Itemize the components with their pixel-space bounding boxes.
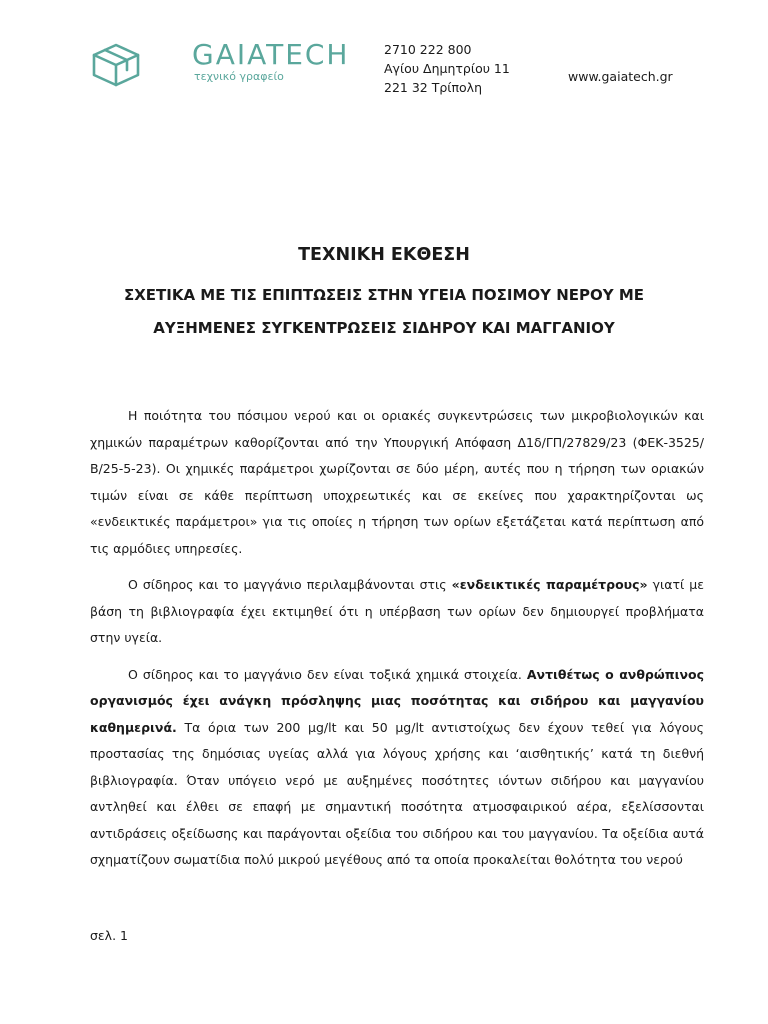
- document-subtitle-line2: ΑΥΞΗΜΕΝΕΣ ΣΥΓΚΕΝΤΡΩΣΕΙΣ ΣΙΔΗΡΟΥ ΚΑΙ ΜΑΓΓΑΝΙΟΥ: [153, 319, 615, 337]
- paragraph-3-text-end: Τα όρια των 200 μg/lt και 50 μg/lt αντιστοίχως δεν έχουν τεθεί για λόγους προστασίας της δημόσιας υγείας αλλά για λόγους χρήσης και ‘αισθητικής’ κατά τη διεθνή βιβλιογραφία. Όταν υπόγειο νερό με αυξημένες ποσότητες ιόντων σιδήρου και μαγγανίου αντληθεί και έλθει σε επαφή με σημαντική ποσότητα ατμοσφαιρικού αέρα, εξελίσσονται αντιδράσεις οξείδωσης και παράγονται οξείδια του σιδήρου και του μαγγανίου. Τα οξείδια αυτά σχηματίζουν σωματίδια πολύ μικρού μεγέθους από τα οποία προκαλείται θολότητα του νερού: [90, 719, 704, 867]
- paragraph-3-text-start: Ο σίδηρος και το μαγγάνιο δεν είναι τοξικά χημικά στοιχεία.: [128, 666, 527, 682]
- contact-block: [384, 40, 510, 97]
- contact-phone: 2710 222 800: [384, 42, 472, 57]
- contact-address-line2: 221 32 Τρίπολη: [384, 80, 483, 95]
- paragraph-2-text-end: γιατί με βάση τη βιβλιογραφία έχει εκτιμηθεί ότι η υπέρβαση των ορίων δεν δημιουργεί προβλήματα στην υγεία.: [90, 577, 704, 645]
- page-number: σελ. 1: [90, 928, 128, 943]
- brand-tagline: τεχνικό γραφείο: [194, 70, 284, 83]
- document-subtitle-line1: ΣΧΕΤΙΚΑ ΜΕ ΤΙΣ ΕΠΙΠΤΩΣΕΙΣ ΣΤΗΝ ΥΓΕΙΑ ΠΟΣΙΜΟΥ ΝΕΡΟΥ ΜΕ: [123, 286, 645, 304]
- contact-address-line1: Αγίου Δημητρίου 11: [384, 61, 510, 76]
- brand-name: GAIATECH: [192, 38, 350, 71]
- document-body: [90, 403, 704, 884]
- document-title: ΤΕΧΝΙΚΗ ΕΚΘΕΣΗ: [298, 245, 470, 265]
- paragraph-3-bold: Αντιθέτως ο ανθρώπινος οργανισμός έχει ανάγκη πρόσληψης μιας ποσότητας και σιδήρου και μαγγανίου καθημερινά.: [90, 666, 704, 735]
- paragraph-2-bold: «ενδεικτικές παραμέτρους»: [451, 577, 648, 592]
- paragraph-2: [90, 572, 704, 652]
- paragraph-3: [90, 662, 704, 874]
- paragraph-1: Η ποιότητα του πόσιμου νερού και οι οριακές συγκεντρώσεις των μικροβιολογικών και χημικών παραμέτρων καθορίζονται από την Υπουργική Απόφαση Δ1δ/ΓΠ/27829/23 (ΦΕΚ-3525/Β/25-5-23). Οι χημικές παράμετροι χωρίζονται σε δύο μέρη, αυτές που η τήρηση των οριακών τιμών είναι σε κάθε περίπτωση υποχρεωτικές και σε εκείνες που χαρακτηρίζονται ως «ενδεικτικές παράμετροι» για τις οποίες η τήρηση των ορίων εξετάζεται κατά περίπτωση από τις αρμόδιες υπηρεσίες.: [90, 408, 704, 556]
- box-cube-icon: [90, 42, 142, 88]
- paragraph-2-text-start: Ο σίδηρος και το μαγγάνιο περιλαμβάνονται στις: [128, 577, 452, 592]
- website-link[interactable]: www.gaiatech.gr: [568, 69, 673, 84]
